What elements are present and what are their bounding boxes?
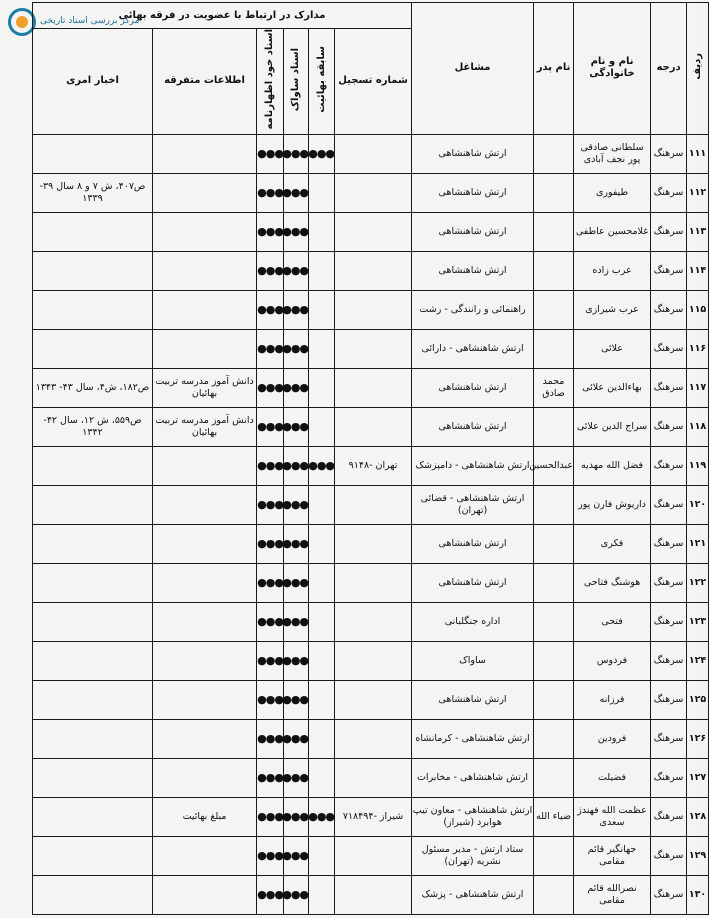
cell-daraje: سرهنگ [651,680,687,719]
cell-sabeghe [309,173,335,212]
personnel-table [32,2,709,915]
cell-asnad-savak: ●●● [284,641,309,680]
cell-tasjil [335,407,412,446]
cell-radif: ۱۲۶ [687,719,709,758]
cell-name: عرب شیرازی [574,290,651,329]
cell-radif: ۱۲۲ [687,563,709,602]
cell-akhbar [33,251,153,290]
cell-etelaat [153,290,257,329]
table-row [33,875,709,914]
cell-etelaat [153,719,257,758]
table-row [33,329,709,368]
cell-akhbar: ص۵۵۹، ش ۱۲، سال ۴۲- ۱۳۴۲ [33,407,153,446]
header-group-title: مدارک در ارتباط با عضویت در فرقه بهائی [33,3,412,29]
cell-daraje: سرهنگ [651,407,687,446]
cell-daraje: سرهنگ [651,836,687,875]
cell-asnad-savak: ●●● [284,407,309,446]
cell-pedar [534,290,574,329]
cell-pedar [534,524,574,563]
cell-tasjil [335,641,412,680]
cell-tasjil [335,329,412,368]
cell-akhbar [33,680,153,719]
cell-pedar [534,173,574,212]
cell-mashaghel: ارتش شاهنشاهی [412,563,534,602]
cell-mashaghel: ارتش شاهنشاهی [412,251,534,290]
cell-etelaat [153,173,257,212]
cell-sabeghe [309,836,335,875]
cell-tasjil: تهران -۹۱۴۸ [335,446,412,485]
cell-etelaat [153,641,257,680]
cell-mashaghel: ارتش شاهنشاهی [412,173,534,212]
cell-radif: ۱۳۰ [687,875,709,914]
cell-asnad-savak: ●●● [284,446,309,485]
cell-akhbar [33,719,153,758]
cell-mashaghel: ارتش شاهنشاهی - کرمانشاه [412,719,534,758]
cell-tasjil [335,173,412,212]
cell-tasjil [335,836,412,875]
cell-sabeghe [309,758,335,797]
table-row [33,797,709,836]
cell-mashaghel: ارتش شاهنشاهی [412,524,534,563]
header-asnad-savak: اسناد ساواک [284,29,309,135]
cell-daraje: سرهنگ [651,251,687,290]
cell-asnad-savak: ●●● [284,758,309,797]
cell-pedar: ضیاء الله [534,797,574,836]
table-row [33,602,709,641]
cell-asnad-khod: ●●● [257,641,284,680]
cell-akhbar [33,758,153,797]
cell-daraje: سرهنگ [651,446,687,485]
cell-radif: ۱۱۹ [687,446,709,485]
table-row [33,173,709,212]
cell-tasjil [335,485,412,524]
cell-tasjil [335,134,412,173]
cell-asnad-khod: ●●● [257,212,284,251]
cell-akhbar [33,212,153,251]
cell-asnad-khod: ●●● [257,524,284,563]
cell-asnad-khod: ●●● [257,134,284,173]
table-row [33,641,709,680]
cell-name: فضل الله مهدیه [574,446,651,485]
header-daraje: درجه [651,3,687,135]
table-row [33,758,709,797]
cell-radif: ۱۲۷ [687,758,709,797]
table-row [33,368,709,407]
cell-pedar [534,212,574,251]
cell-radif: ۱۲۱ [687,524,709,563]
cell-daraje: سرهنگ [651,875,687,914]
cell-mashaghel: ارتش شاهنشاهی - معاون تیپ هوابرد (شیراز) [412,797,534,836]
cell-daraje: سرهنگ [651,329,687,368]
cell-daraje: سرهنگ [651,290,687,329]
cell-asnad-khod: ●●● [257,407,284,446]
cell-daraje: سرهنگ [651,173,687,212]
cell-name: عظمت الله فهندژ سعدی [574,797,651,836]
cell-tasjil [335,251,412,290]
cell-sabeghe [309,251,335,290]
cell-etelaat [153,212,257,251]
cell-tasjil [335,719,412,758]
cell-akhbar [33,329,153,368]
cell-mashaghel: ارتش شاهنشاهی - دارائی [412,329,534,368]
cell-mashaghel: ارتش شاهنشاهی - دامپزشک [412,446,534,485]
cell-tasjil [335,680,412,719]
cell-radif: ۱۱۵ [687,290,709,329]
cell-tasjil [335,563,412,602]
cell-pedar [534,407,574,446]
cell-sabeghe [309,602,335,641]
cell-pedar [534,485,574,524]
cell-asnad-khod: ●●● [257,368,284,407]
cell-pedar [534,641,574,680]
cell-pedar [534,134,574,173]
cell-mashaghel: ارتش شاهنشاهی [412,134,534,173]
cell-asnad-savak: ●●● [284,173,309,212]
table-row [33,251,709,290]
cell-asnad-savak: ●●● [284,329,309,368]
cell-sabeghe [309,719,335,758]
cell-mashaghel: ارتش شاهنشاهی [412,212,534,251]
cell-name: عرب زاده [574,251,651,290]
cell-pedar [534,758,574,797]
cell-name: سلطانی صادقی پور نجف آبادی [574,134,651,173]
cell-mashaghel: راهنمائی و رانندگی - رشت [412,290,534,329]
cell-akhbar [33,641,153,680]
cell-sabeghe [309,680,335,719]
cell-akhbar [33,446,153,485]
cell-etelaat [153,602,257,641]
cell-daraje: سرهنگ [651,134,687,173]
cell-akhbar [33,875,153,914]
cell-radif: ۱۱۳ [687,212,709,251]
cell-radif: ۱۱۲ [687,173,709,212]
cell-name: فتحی [574,602,651,641]
cell-tasjil [335,758,412,797]
table-row [33,446,709,485]
cell-sabeghe [309,368,335,407]
table-row [33,212,709,251]
cell-sabeghe [309,563,335,602]
cell-radif: ۱۲۸ [687,797,709,836]
cell-sabeghe [309,329,335,368]
cell-asnad-khod: ●●● [257,290,284,329]
table-body [33,134,709,914]
cell-etelaat [153,563,257,602]
cell-name: بهاءالدین علائی [574,368,651,407]
cell-mashaghel: ساواک [412,641,534,680]
cell-asnad-khod: ●●● [257,836,284,875]
cell-pedar: محمد صادق [534,368,574,407]
cell-akhbar [33,797,153,836]
cell-radif: ۱۱۴ [687,251,709,290]
cell-tasjil [335,290,412,329]
cell-radif: ۱۲۳ [687,602,709,641]
table-row [33,563,709,602]
cell-etelaat: دانش آموز مدرسه تربیت بهائیان [153,368,257,407]
cell-pedar: عبدالحسین [534,446,574,485]
cell-asnad-savak: ●●● [284,563,309,602]
cell-name: غلامحسین عاطفی [574,212,651,251]
cell-asnad-savak: ●●● [284,524,309,563]
cell-radif: ۱۲۵ [687,680,709,719]
cell-akhbar [33,836,153,875]
cell-name: فکری [574,524,651,563]
cell-etelaat [153,329,257,368]
cell-asnad-savak: ●●● [284,485,309,524]
header-tasjil: شماره تسجیل [335,29,412,135]
cell-tasjil [335,875,412,914]
cell-etelaat [153,524,257,563]
cell-daraje: سرهنگ [651,368,687,407]
cell-name: داریوش فارن پور [574,485,651,524]
table-row [33,719,709,758]
cell-asnad-khod: ●●● [257,719,284,758]
cell-daraje: سرهنگ [651,524,687,563]
cell-mashaghel: ارتش شاهنشاهی - پزشک [412,875,534,914]
cell-asnad-savak: ●●● [284,836,309,875]
cell-pedar [534,719,574,758]
header-sabeghe: سابقه بهائیت [309,29,335,135]
cell-asnad-savak: ●●● [284,797,309,836]
cell-name: فضیلت [574,758,651,797]
cell-mashaghel: ارتش شاهنشاهی [412,368,534,407]
cell-daraje: سرهنگ [651,758,687,797]
cell-asnad-savak: ●●● [284,602,309,641]
cell-asnad-khod: ●●● [257,251,284,290]
table-row [33,290,709,329]
header-name: نام و نام خانوادگی [574,3,651,135]
cell-akhbar: ص۴۰۷، ش ۷ و ۸ سال ۳۹- ۱۳۳۹ [33,173,153,212]
cell-name: علائی [574,329,651,368]
cell-sabeghe [309,212,335,251]
cell-etelaat [153,680,257,719]
cell-radif: ۱۲۹ [687,836,709,875]
cell-daraje: سرهنگ [651,485,687,524]
cell-name: فردوس [574,641,651,680]
watermark-text: مرکز بررسی اسناد تاریخی [40,16,140,26]
cell-akhbar [33,134,153,173]
cell-daraje: سرهنگ [651,212,687,251]
cell-pedar [534,251,574,290]
cell-asnad-savak: ●●● [284,134,309,173]
cell-etelaat [153,836,257,875]
table-row [33,485,709,524]
cell-mashaghel: اداره جنگلبانی [412,602,534,641]
cell-tasjil [335,212,412,251]
cell-name: فرزانه [574,680,651,719]
cell-asnad-khod: ●●● [257,602,284,641]
cell-pedar [534,563,574,602]
cell-daraje: سرهنگ [651,641,687,680]
cell-akhbar [33,290,153,329]
cell-tasjil [335,524,412,563]
cell-radif: ۱۱۶ [687,329,709,368]
cell-asnad-savak: ●●● [284,212,309,251]
cell-pedar [534,875,574,914]
table-row [33,134,709,173]
cell-radif: ۱۱۱ [687,134,709,173]
cell-asnad-khod: ●●● [257,563,284,602]
cell-sabeghe [309,875,335,914]
cell-asnad-savak: ●●● [284,290,309,329]
table-row [33,836,709,875]
cell-sabeghe [309,641,335,680]
cell-sabeghe [309,485,335,524]
header-asnad-khod: اسناد خود اظهارنامه [257,29,284,135]
cell-daraje: سرهنگ [651,719,687,758]
cell-asnad-khod: ●●● [257,797,284,836]
cell-asnad-savak: ●●● [284,251,309,290]
cell-pedar [534,680,574,719]
cell-akhbar [33,485,153,524]
cell-sabeghe [309,290,335,329]
cell-asnad-khod: ●●● [257,329,284,368]
cell-asnad-khod: ●●● [257,758,284,797]
cell-name: نصرالله قائم مقامی [574,875,651,914]
cell-sabeghe: ●●● [309,446,335,485]
cell-asnad-savak: ●●● [284,680,309,719]
header-mashaghel: مشاغل [412,3,534,135]
cell-pedar [534,329,574,368]
cell-tasjil [335,368,412,407]
cell-asnad-khod: ●●● [257,173,284,212]
table-row [33,524,709,563]
cell-tasjil [335,602,412,641]
cell-asnad-khod: ●●● [257,446,284,485]
cell-radif: ۱۱۸ [687,407,709,446]
cell-etelaat [153,446,257,485]
cell-akhbar: ص۱۸۲، ش۴، سال ۴۳- ۱۳۴۳ [33,368,153,407]
cell-mashaghel: ارتش شاهنشاهی - مخابرات [412,758,534,797]
header-etelaat: اطلاعات متفرقه [153,29,257,135]
cell-akhbar [33,524,153,563]
cell-name: جهانگیر قائم مقامی [574,836,651,875]
cell-asnad-savak: ●●● [284,719,309,758]
cell-akhbar [33,602,153,641]
cell-etelaat: مبلغ بهائیت [153,797,257,836]
header-akhbar: اخبار امری [33,29,153,135]
cell-radif: ۱۱۷ [687,368,709,407]
table-row [33,407,709,446]
cell-akhbar [33,563,153,602]
cell-pedar [534,836,574,875]
cell-tasjil: شیراز -۷۱۸۴۹۴ [335,797,412,836]
cell-mashaghel: ارتش شاهنشاهی [412,407,534,446]
cell-radif: ۱۲۰ [687,485,709,524]
cell-mashaghel: ارتش شاهنشاهی - قضائی (تهران) [412,485,534,524]
cell-asnad-savak: ●●● [284,368,309,407]
cell-sabeghe: ●●● [309,134,335,173]
cell-sabeghe [309,407,335,446]
cell-etelaat [153,758,257,797]
cell-name: طیفوری [574,173,651,212]
cell-asnad-khod: ●●● [257,875,284,914]
cell-sabeghe: ●●● [309,797,335,836]
cell-radif: ۱۲۴ [687,641,709,680]
cell-mashaghel: ستاد ارتش - مدیر مسئول نشریه (تهران) [412,836,534,875]
cell-asnad-khod: ●●● [257,485,284,524]
cell-asnad-khod: ●●● [257,680,284,719]
header-radif: ردیف [687,3,709,135]
cell-sabeghe [309,524,335,563]
cell-name: فرودین [574,719,651,758]
cell-daraje: سرهنگ [651,797,687,836]
cell-etelaat [153,875,257,914]
cell-etelaat [153,134,257,173]
cell-pedar [534,602,574,641]
cell-name: هوشنگ فتاحی [574,563,651,602]
cell-daraje: سرهنگ [651,602,687,641]
cell-etelaat: دانش آموز مدرسه تربیت بهائیان [153,407,257,446]
cell-daraje: سرهنگ [651,563,687,602]
cell-etelaat [153,485,257,524]
header-pedar: نام پدر [534,3,574,135]
cell-etelaat [153,251,257,290]
cell-name: سراج الدین علائی [574,407,651,446]
cell-mashaghel: ارتش شاهنشاهی [412,680,534,719]
cell-asnad-savak: ●●● [284,875,309,914]
table-row [33,680,709,719]
